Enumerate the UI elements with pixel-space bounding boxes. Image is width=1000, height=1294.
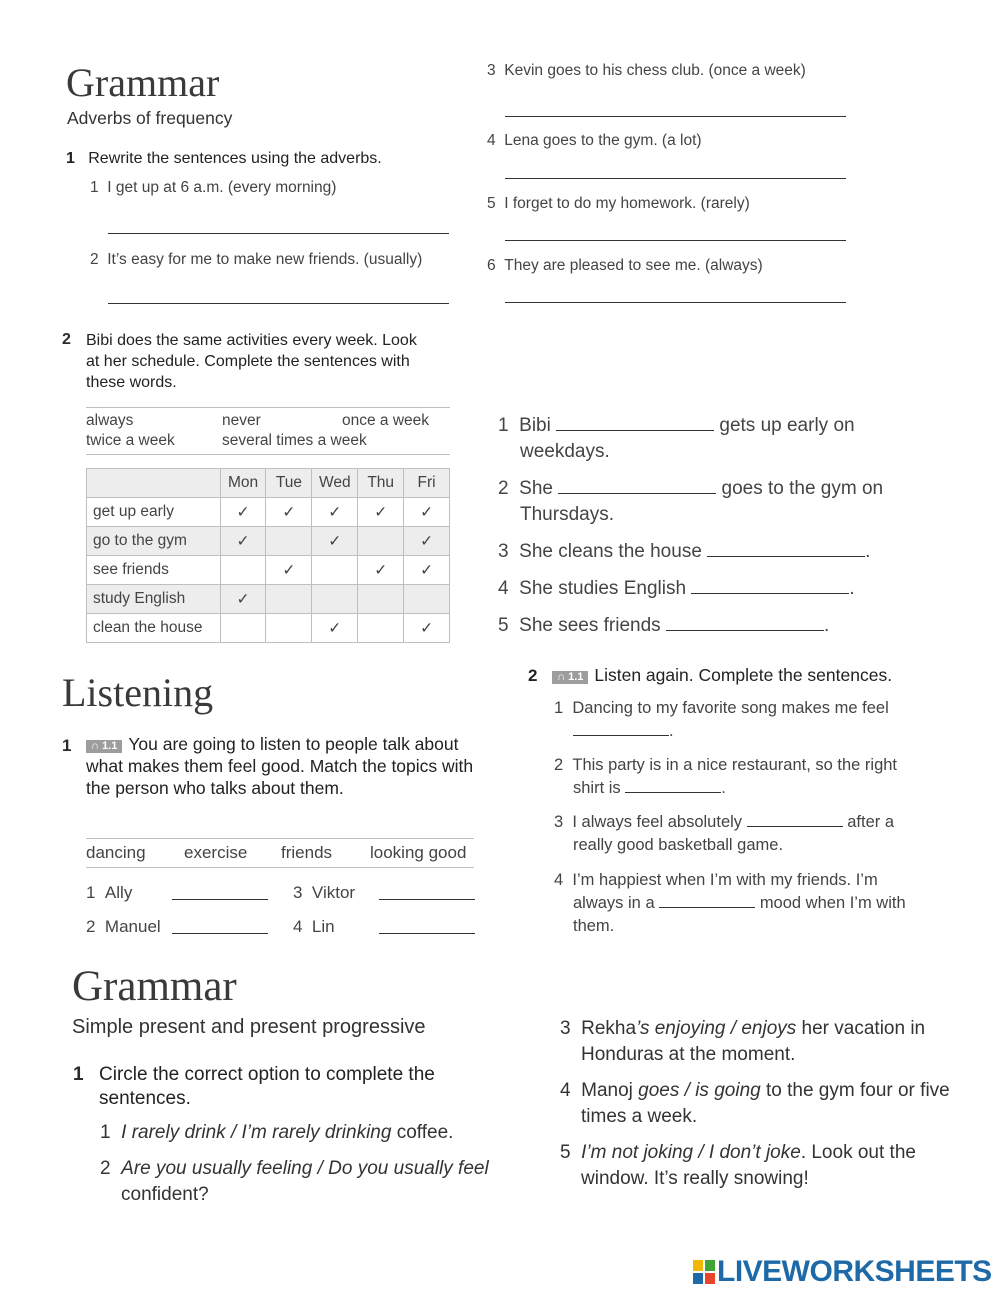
empty-cell bbox=[358, 527, 404, 556]
grammar-2-title: Grammar bbox=[72, 963, 237, 1010]
blank-input[interactable] bbox=[666, 616, 824, 631]
option-pair[interactable]: I’m not joking / I don’t joke bbox=[581, 1142, 801, 1163]
blank-input[interactable] bbox=[558, 479, 716, 494]
empty-cell bbox=[266, 614, 312, 643]
brand-name: LIVEWORKSHEETS bbox=[717, 1255, 992, 1288]
match-line-1[interactable] bbox=[172, 899, 268, 900]
table-row bbox=[87, 527, 450, 556]
person-1: 1 Ally bbox=[86, 883, 133, 902]
word: never bbox=[222, 412, 261, 429]
answer-line-2[interactable] bbox=[108, 303, 449, 304]
audio-track-badge[interactable]: ∩ 1.1 bbox=[86, 740, 122, 753]
check-mark-cell: ✓ bbox=[266, 498, 312, 527]
lws-logo-icon bbox=[693, 1260, 715, 1284]
listening-item-1: 1 Dancing to my favorite song makes me feel . bbox=[554, 699, 889, 740]
headphones-icon: ∩ bbox=[91, 740, 99, 752]
option-pair[interactable]: goes / is going bbox=[638, 1080, 761, 1101]
sentence-4: 4 She studies English . bbox=[498, 578, 855, 599]
exercise-1-instruction: 1 Rewrite the sentences using the adverbs. bbox=[66, 150, 382, 167]
empty-cell bbox=[312, 585, 358, 614]
person-3: 3 Viktor bbox=[293, 883, 356, 902]
match-line-4[interactable] bbox=[379, 933, 475, 934]
match-line-3[interactable] bbox=[379, 899, 475, 900]
check-mark-cell: ✓ bbox=[220, 585, 266, 614]
empty-cell bbox=[266, 527, 312, 556]
listening-title: Listening bbox=[62, 670, 214, 715]
sentence-2: 2 She goes to the gym on Thursdays. bbox=[498, 478, 884, 525]
sentence-5: 5 She sees friends . bbox=[498, 615, 830, 636]
answer-line-6[interactable] bbox=[505, 302, 846, 303]
headphones-icon: ∩ bbox=[557, 671, 566, 683]
day-header: Mon bbox=[220, 469, 266, 498]
grammar-2-ex1-instruction: Circle the correct option to complete the sentences. bbox=[99, 1064, 435, 1109]
rewrite-item-5: 5 I forget to do my homework. (rarely) bbox=[487, 195, 750, 212]
check-mark-cell: ✓ bbox=[358, 556, 404, 585]
grammar-title: Grammar bbox=[66, 60, 220, 105]
sentence-1: 1 Bibi gets up early on weekdays. bbox=[498, 415, 855, 462]
topic: exercise bbox=[184, 843, 248, 862]
empty-cell bbox=[220, 556, 266, 585]
empty-cell bbox=[358, 614, 404, 643]
person-4: 4 Lin bbox=[293, 917, 335, 936]
topic: dancing bbox=[86, 843, 146, 862]
liveworksheets-logo[interactable] bbox=[693, 1255, 992, 1289]
listening-ex2-instruction: 2 ∩ 1.1 Listen again. Complete the sentences. bbox=[528, 665, 893, 685]
blank-input[interactable] bbox=[747, 812, 843, 827]
grammar-2-ex1-number: 1 bbox=[73, 1064, 84, 1085]
blank-input[interactable] bbox=[659, 893, 755, 908]
check-mark-cell: ✓ bbox=[404, 527, 450, 556]
schedule-table bbox=[86, 468, 450, 643]
grammar-subtitle: Adverbs of frequency bbox=[67, 108, 233, 128]
sentence-3: 3 She cleans the house . bbox=[498, 541, 871, 562]
blank-input[interactable] bbox=[556, 416, 714, 431]
option-pair[interactable]: ’s enjoying / enjoys bbox=[636, 1018, 797, 1039]
circle-item-3: 3 Rekha’s enjoying / enjoys her vacation in Honduras at the moment. bbox=[560, 1018, 926, 1065]
answer-line-1[interactable] bbox=[108, 233, 449, 234]
empty-cell bbox=[404, 585, 450, 614]
empty-cell bbox=[266, 585, 312, 614]
exercise-2-number: 2 bbox=[62, 331, 71, 348]
activity-cell: go to the gym bbox=[87, 527, 221, 556]
word: several times a week bbox=[222, 432, 367, 449]
check-mark-cell: ✓ bbox=[312, 614, 358, 643]
rewrite-item-2: 2 It’s easy for me to make new friends. (usually) bbox=[90, 251, 423, 268]
word-box bbox=[86, 407, 450, 455]
rewrite-item-4: 4 Lena goes to the gym. (a lot) bbox=[487, 132, 702, 149]
table-row bbox=[87, 585, 450, 614]
rewrite-item-3: 3 Kevin goes to his chess club. (once a week) bbox=[487, 62, 806, 79]
listening-ex1-instruction: ∩ 1.1 You are going to listen to people talk about what makes them feel good. Match the topics with the person who talks about them. bbox=[86, 734, 474, 798]
check-mark-cell: ✓ bbox=[404, 556, 450, 585]
check-mark-cell: ✓ bbox=[312, 527, 358, 556]
rewrite-item-1: 1 I get up at 6 a.m. (every morning) bbox=[90, 179, 337, 196]
empty-cell bbox=[312, 556, 358, 585]
grammar-2-subtitle: Simple present and present progressive bbox=[72, 1016, 426, 1038]
table-row bbox=[87, 556, 450, 585]
activity-cell: clean the house bbox=[87, 614, 221, 643]
word: always bbox=[86, 412, 134, 429]
answer-line-3[interactable] bbox=[505, 116, 846, 117]
activity-cell: see friends bbox=[87, 556, 221, 585]
topic: friends bbox=[281, 843, 333, 862]
topic: looking good bbox=[370, 843, 467, 862]
answer-line-4[interactable] bbox=[505, 178, 846, 179]
day-header: Wed bbox=[312, 469, 358, 498]
empty-cell bbox=[358, 585, 404, 614]
listening-ex1-number: 1 bbox=[62, 736, 72, 755]
check-mark-cell: ✓ bbox=[404, 498, 450, 527]
table-header-row bbox=[87, 469, 450, 498]
answer-line-5[interactable] bbox=[505, 240, 846, 241]
day-header: Thu bbox=[358, 469, 404, 498]
check-mark-cell: ✓ bbox=[404, 614, 450, 643]
activity-cell: study English bbox=[87, 585, 221, 614]
check-mark-cell: ✓ bbox=[220, 527, 266, 556]
match-line-2[interactable] bbox=[172, 933, 268, 934]
circle-item-5: 5 I’m not joking / I don’t joke. Look out the window. It’s really snowing! bbox=[560, 1142, 916, 1189]
listening-item-4: 4 I’m happiest when I’m with my friends. I’m always in a mood when I’m with them. bbox=[554, 871, 906, 935]
blank-input[interactable] bbox=[691, 579, 849, 594]
option-pair[interactable]: I rarely drink / I’m rarely drinking bbox=[121, 1122, 392, 1143]
option-pair[interactable]: Are you usually feeling / Do you usually feel bbox=[121, 1158, 489, 1179]
check-mark-cell: ✓ bbox=[312, 498, 358, 527]
check-mark-cell: ✓ bbox=[220, 498, 266, 527]
activity-cell: get up early bbox=[87, 498, 221, 527]
person-2: 2 Manuel bbox=[86, 917, 161, 936]
exercise-2-instruction: Bibi does the same activities every week. Look at her schedule. Complete the sentences with these words. bbox=[86, 332, 417, 391]
blank-input[interactable] bbox=[573, 721, 669, 736]
table-row bbox=[87, 498, 450, 527]
day-header: Tue bbox=[266, 469, 312, 498]
check-mark-cell: ✓ bbox=[358, 498, 404, 527]
circle-item-2: 2 Are you usually feeling / Do you usually feel confident? bbox=[100, 1158, 489, 1205]
empty-cell bbox=[220, 614, 266, 643]
day-header: Fri bbox=[404, 469, 450, 498]
circle-item-4: 4 Manoj goes / is going to the gym four or five times a week. bbox=[560, 1080, 950, 1127]
check-mark-cell: ✓ bbox=[266, 556, 312, 585]
listening-item-2: 2 This party is in a nice restaurant, so the right shirt is . bbox=[554, 756, 898, 797]
blank-input[interactable] bbox=[707, 542, 865, 557]
blank-input[interactable] bbox=[625, 778, 721, 793]
topics-box bbox=[86, 838, 474, 868]
word: twice a week bbox=[86, 432, 175, 449]
listening-item-3: 3 I always feel absolutely after a really good basketball game. bbox=[554, 813, 895, 854]
audio-track-badge[interactable]: ∩ 1.1 bbox=[552, 671, 588, 684]
circle-item-1: 1 I rarely drink / I’m rarely drinking coffee. bbox=[100, 1122, 454, 1143]
word: once a week bbox=[342, 412, 430, 429]
table-row bbox=[87, 614, 450, 643]
rewrite-item-6: 6 They are pleased to see me. (always) bbox=[487, 257, 763, 274]
